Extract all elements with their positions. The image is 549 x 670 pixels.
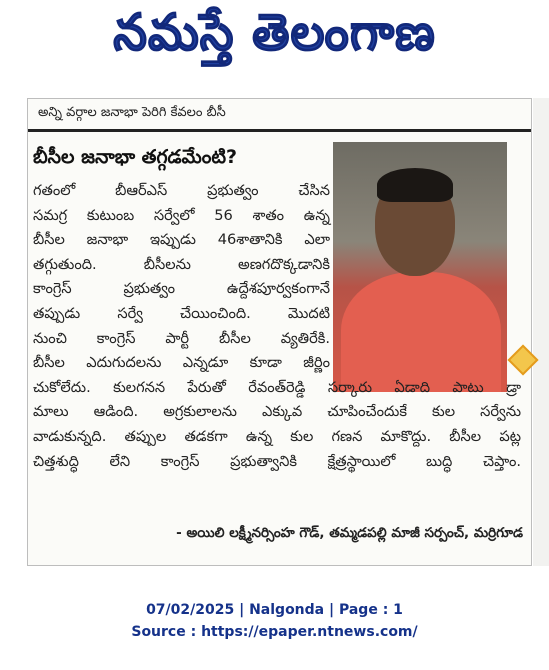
kicker-divider: [28, 129, 531, 132]
body-line: వాడుకున్నది. తప్పుల తడకగా ఉన్న కుల గణన మాకొద్దు. బీసీల పట్ల: [33, 427, 521, 445]
body-line: తప్పుడు సర్వే చేయించింది. మొదటి: [33, 304, 330, 322]
body-line: గతంలో బీఆర్ఎస్ ప్రభుత్వం చేసిన: [33, 182, 330, 199]
body-line: చుకోలేదు. కులగనన పేరుతో రేవంత్‌రెడ్డి సర్కారు ఏడాది పాటు డ్రా: [33, 378, 521, 396]
article-kicker: అన్ని వర్గాల జనాభా పెరిగి కేవలం బీసీ: [38, 105, 226, 120]
adjacent-page-edge: [533, 98, 549, 566]
news-clipping: [27, 98, 532, 566]
newspaper-masthead: [0, 0, 549, 78]
footer-edition-info: 07/02/2025 | Nalgonda | Page : 1: [146, 602, 403, 618]
article-headline: బీసీల జనాభా తగ్గడమేంటి?: [33, 146, 238, 168]
body-line: బీసీల జనాభా ఇప్పుడు 46శాతానికి ఎలా: [33, 231, 330, 249]
body-line: బీసీల ఎదుగుదలను ఎన్నడూ కూడా జీర్ణిం: [33, 354, 330, 372]
article-body: [33, 179, 523, 474]
body-line: చిత్తశుద్ధి లేని కాంగ్రెస్ ప్రభుత్వానికి క్షేత్రస్థాయిలో బుద్ధి చెప్తాం.: [33, 452, 521, 470]
body-line: కాంగ్రెస్ ప్రభుత్వం ఉద్దేశపూర్వకంగానే: [33, 280, 330, 298]
masthead-title: నమస్తే తెలంగాణ: [113, 3, 436, 63]
body-line: తగ్గుతుంది. బీసీలను అణగదొక్కడానికి: [33, 255, 330, 273]
clipping-footer: [0, 599, 549, 643]
body-line: మాలు ఆడింది. అగ్రకులాలను ఎక్కువ చూపించేందుకే కుల సర్వేను: [33, 403, 521, 421]
article-byline: - అయిలి లక్ష్మీనర్సింహ గౌడ్, తమ్మడపల్లి మాజీ సర్పంచ్, మర్రిగూడ: [176, 525, 523, 541]
body-line: నుంచి కాంగ్రెస్ పార్టీ బీసీల వ్యతిరేకి.: [33, 329, 330, 347]
body-line: సమగ్ర కుటుంబ సర్వేలో 56 శాతం ఉన్న: [33, 206, 330, 224]
footer-source-link[interactable]: Source : https://epaper.ntnews.com/: [131, 624, 418, 640]
